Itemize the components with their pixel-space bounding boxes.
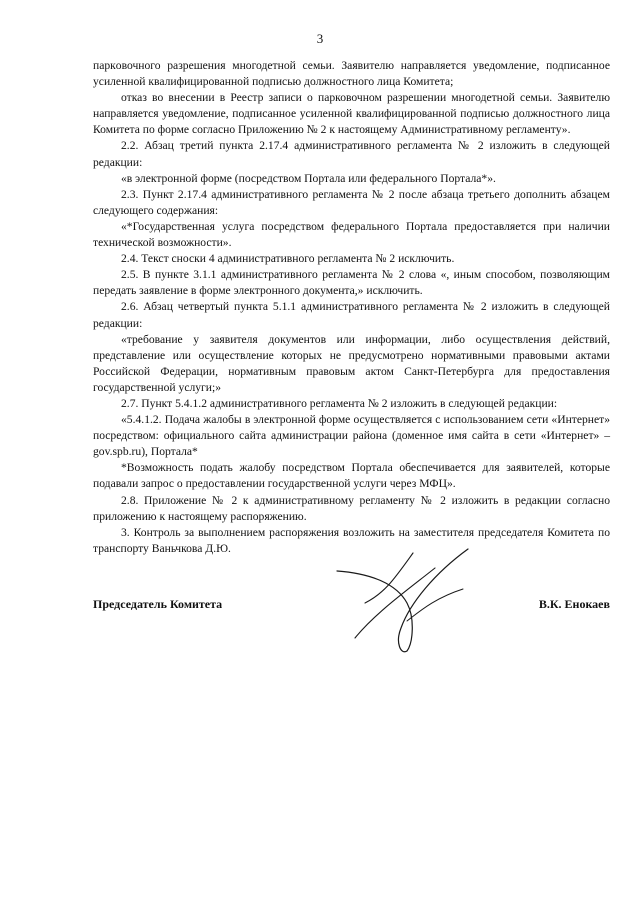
paragraph: «требование у заявителя документов или информации, либо осуществления действий, представление или осуществление которых не предусмотрено нормативными правовыми актами Российской Федерации, нормативным правовым актом Санкт-Петербурга для предоставления государственной услуги;» (93, 332, 610, 394)
paragraph: паркoвочного разрешения многодетной семьи. Заявителю направляется уведомление, подписанное усиленной квалифицированной подписью должностного лица Комитета; (93, 59, 610, 89)
paragraph: 2.7. Пункт 5.4.1.2 административного регламента № 2 изложить в следующей редакции: (121, 396, 558, 410)
paragraph: 3. Контроль за выполнением распоряжения возложить на заместителя председателя Комитета по транспорту Ваньчкова Д.Ю. (93, 525, 610, 555)
page-number: 3 (316, 31, 324, 46)
paragraph: 2.2. Абзац третий пункта 2.17.4 административного регламента № 2 изложить в следующей редакции: (93, 139, 610, 169)
paragraph: 2.3. Пункт 2.17.4 административного регламента № 2 после абзаца третьего дополнить абзацем следующего содержания: (93, 187, 610, 217)
paragraph: «*Государственная услуга посредством федерального Портала предоставляется при наличии технической возможности». (93, 219, 610, 250)
signatory-position: Председатель Комитета (93, 597, 223, 611)
document-body (93, 58, 610, 557)
paragraph: «5.4.1.2. Подача жалобы в электронной форме осуществляется с использованием сети «Интернет» посредством: официального сайта администрации района (доменное имя сайта в сети «Интернет» – gov.spb.ru), Портала* (93, 413, 610, 459)
signatory-name: В.К. Енокаев (538, 597, 610, 611)
paragraph: 2.6. Абзац четвертый пункта 5.1.1 административного регламента № 2 изложить в следующей редакции: (93, 300, 610, 330)
paragraph: 2.8. Приложение № 2 к административному регламенту № 2 изложить в редакции согласно приложению к настоящему распоряжению. (93, 493, 610, 523)
paragraph: «в электронной форме (посредством Портала или федерального Портала*». (121, 171, 496, 185)
paragraph: 2.4. Текст сноски 4 административного регламента № 2 исключить. (121, 252, 455, 266)
paragraph: отказ во внесении в Реестр записи о парковочном разрешении многодетной семьи. Заявителю направляется уведомление, подписанное усиленной квалифицированной подписью должностного лица Комитета по форме согласно Приложению № 2 к настоящему Административному регламенту». (93, 91, 610, 137)
paragraph: *Возможность подать жалобу посредством Портала обеспечивается для заявителей, которые подавали запрос о предоставлении государственной услуги через МФЦ». (93, 461, 610, 491)
paragraph: 2.5. В пункте 3.1.1 административного регламента № 2 слова «, иным способом, позволяющим передать заявление в форме электронного документа,» исключить. (93, 268, 610, 298)
handwritten-signature (335, 543, 470, 658)
